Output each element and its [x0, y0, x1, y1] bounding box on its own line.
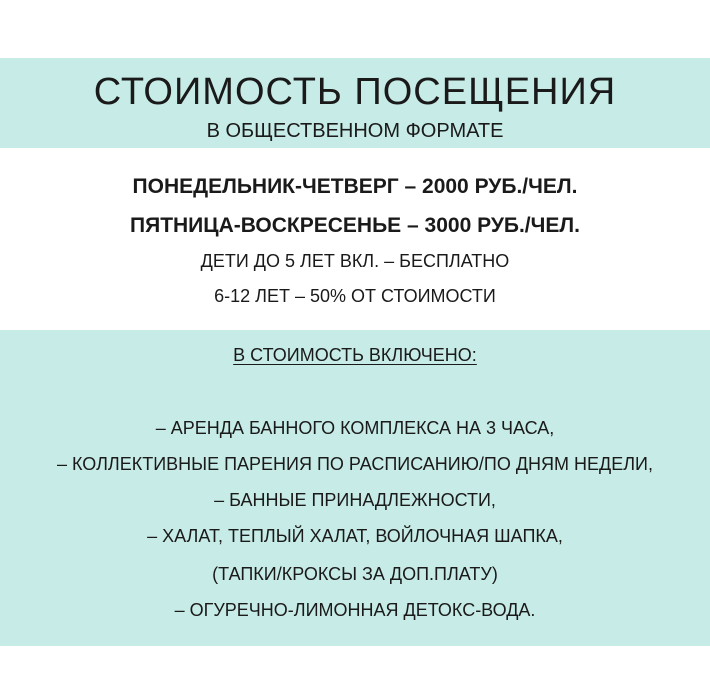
included-item: (ТАПКИ/КРОКСЫ ЗА ДОП.ПЛАТУ) [212, 564, 498, 584]
included-item: – АРЕНДА БАННОГО КОМПЛЕКСА НА 3 ЧАСА, [155, 418, 555, 438]
note-children-discount: 6-12 ЛЕТ – 50% ОТ СТОИМОСТИ [214, 286, 496, 306]
page-subtitle: В ОБЩЕСТВЕННОМ ФОРМАТЕ [206, 120, 504, 142]
included-item: – КОЛЛЕКТИВНЫЕ ПАРЕНИЯ ПО РАСПИСАНИЮ/ПО ДНЯМ НЕДЕЛИ, [56, 454, 653, 474]
page-title: СТОИМОСТЬ ПОСЕЩЕНИЯ [93, 71, 617, 113]
included-item: – ХАЛАТ, ТЕПЛЫЙ ХАЛАТ, ВОЙЛОЧНАЯ ШАПКА, [147, 526, 563, 546]
price-weekdays: ПОНЕДЕЛЬНИК-ЧЕТВЕРГ – 2000 РУБ./ЧЕЛ. [132, 175, 578, 198]
included-item: – ОГУРЕЧНО-ЛИМОННАЯ ДЕТОКС-ВОДА. [174, 600, 536, 620]
included-item: – БАННЫЕ ПРИНАДЛЕЖНОСТИ, [214, 490, 496, 510]
price-weekend: ПЯТНИЦА-ВОСКРЕСЕНЬЕ – 3000 РУБ./ЧЕЛ. [130, 214, 580, 237]
included-heading: В СТОИМОСТЬ ВКЛЮЧЕНО: [233, 345, 477, 365]
note-children-free: ДЕТИ ДО 5 ЛЕТ ВКЛ. – БЕСПЛАТНО [200, 251, 510, 271]
